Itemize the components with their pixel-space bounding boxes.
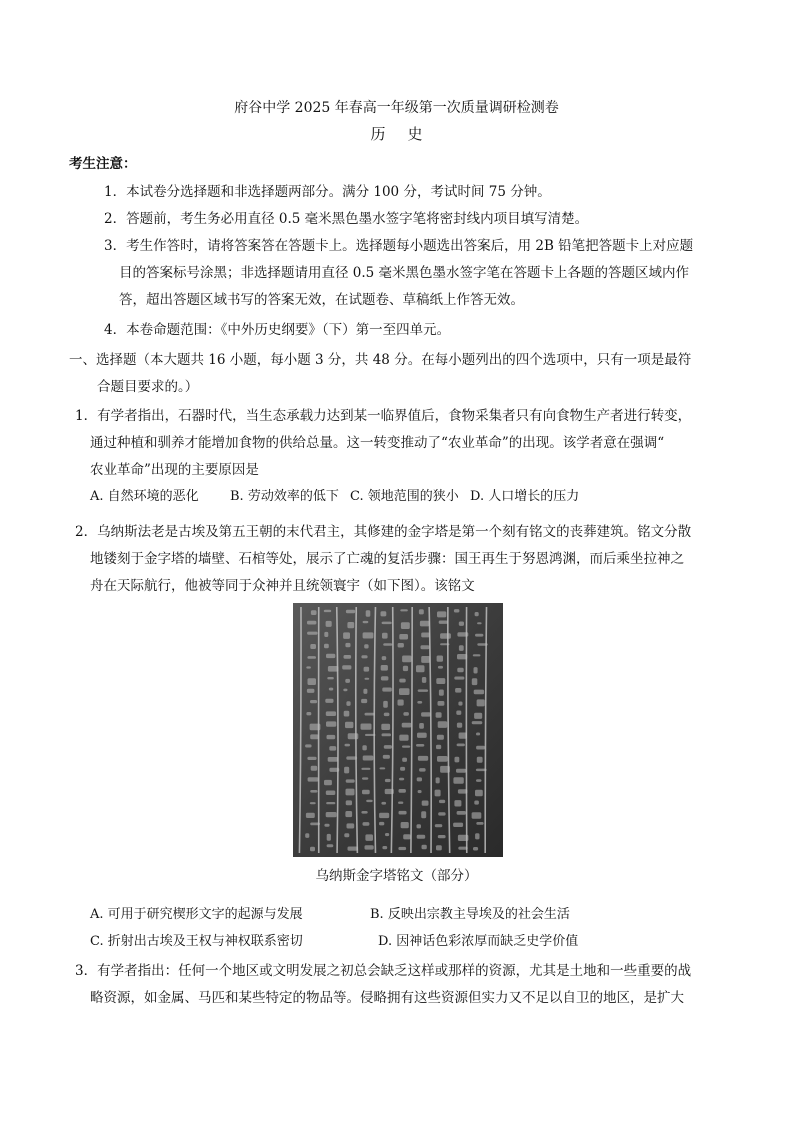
hieroglyph-mark <box>380 767 386 769</box>
hieroglyph-mark <box>418 689 428 692</box>
hieroglyph-mark <box>476 746 485 750</box>
hieroglyph-mark <box>382 622 392 625</box>
hieroglyph-mark <box>382 656 387 660</box>
q1-stem-line-2: 通过种植和驯养才能增加食物的供给总量。这一转变推动了“农业革命”的出现。该学者意在强调“ <box>90 435 665 451</box>
hieroglyph-mark <box>459 733 467 739</box>
hieroglyph-mark <box>329 746 336 751</box>
hieroglyph-mark <box>416 744 424 747</box>
hieroglyph-mark <box>473 847 478 851</box>
hieroglyph-mark <box>401 622 410 629</box>
hieroglyph-mark <box>474 713 482 719</box>
hieroglyph-mark <box>383 701 388 708</box>
hieroglyph-mark <box>476 733 480 736</box>
hieroglyph-mark <box>421 811 426 818</box>
hieroglyph-mark <box>326 791 336 796</box>
hieroglyph-mark <box>422 677 426 683</box>
hieroglyph-mark <box>436 678 445 684</box>
exam-title: 府谷中学 2025 年春高一年级第一次质量调研检测卷 <box>234 100 559 116</box>
hieroglyph-mark <box>344 767 349 774</box>
hieroglyph-mark <box>346 800 352 805</box>
notice-heading: 考生注意： <box>69 156 137 172</box>
hieroglyph-mark <box>346 789 355 796</box>
inscription-photo <box>293 603 503 857</box>
hieroglyph-mark <box>402 723 412 728</box>
hieroglyph-mark <box>473 654 481 656</box>
notice-item-3-cont2: 答，超出答题区域书写的答案无效，在试题卷、草稿纸上作答无效。 <box>119 292 524 308</box>
hieroglyph-mark <box>422 801 429 806</box>
hieroglyph-mark <box>383 643 392 646</box>
hieroglyph-mark <box>457 744 465 747</box>
hieroglyph-mark <box>422 845 427 850</box>
photo-caption: 乌纳斯金字塔铭文（部分） <box>315 868 478 884</box>
hieroglyph-mark <box>384 713 390 717</box>
hieroglyph-mark <box>400 767 405 771</box>
q2-stem-line-3: 舟在天际航行，他被等同于众神并且统领寰宇（如下图）。该铭文 <box>90 578 475 594</box>
hieroglyph-mark <box>472 812 482 819</box>
hieroglyph-mark <box>454 677 464 680</box>
hieroglyph-mark <box>365 834 373 841</box>
hieroglyph-mark <box>403 712 409 716</box>
q2-option-a: A. 可用于研究楔形文字的起源与发展 <box>90 907 303 922</box>
hieroglyph-mark <box>475 790 483 796</box>
hieroglyph-mark <box>381 611 387 616</box>
hieroglyph-mark <box>402 758 407 762</box>
q1-option-d: D. 人口增长的压力 <box>470 489 580 504</box>
hieroglyph-mark <box>475 634 483 637</box>
hieroglyph-mark <box>307 656 316 659</box>
hieroglyph-mark <box>399 789 406 793</box>
hieroglyph-mark <box>311 766 318 771</box>
hieroglyph-mark <box>439 690 444 696</box>
hieroglyph-mark <box>399 811 407 815</box>
hieroglyph-mark <box>398 700 404 706</box>
hieroglyph-mark <box>439 621 448 624</box>
hieroglyph-mark <box>327 834 331 841</box>
hieroglyph-mark <box>381 676 389 680</box>
hieroglyph-mark <box>343 689 347 692</box>
hieroglyph-mark <box>399 679 405 683</box>
hieroglyph-mark <box>310 724 321 731</box>
hieroglyph-mark <box>398 643 404 648</box>
hieroglyph-mark <box>399 778 404 781</box>
hieroglyph-mark <box>363 822 370 826</box>
hieroglyph-mark <box>436 745 441 749</box>
hieroglyph-mark <box>435 824 443 827</box>
hieroglyph-mark <box>383 755 390 759</box>
hieroglyph-mark <box>345 811 352 817</box>
hieroglyph-mark <box>361 655 367 658</box>
hieroglyph-mark <box>459 645 464 651</box>
hieroglyph-mark <box>474 667 478 673</box>
hieroglyph-mark <box>421 712 431 716</box>
hieroglyph-mark <box>361 699 367 703</box>
hieroglyph-mark <box>365 734 375 736</box>
hieroglyph-mark <box>363 756 374 761</box>
hieroglyph-mark <box>324 632 328 637</box>
hieroglyph-mark <box>345 643 350 647</box>
notice-item-3: 3．考生作答时，请将答案答在答题卡上。选择题每小题选出答案后，用 2B 铅笔把答题卡上对应题 <box>104 238 694 254</box>
hieroglyph-mark <box>398 847 406 850</box>
hieroglyph-mark <box>305 744 312 747</box>
hieroglyph-mark <box>400 609 408 611</box>
hieroglyph-mark <box>419 609 424 614</box>
hieroglyph-mark <box>418 790 422 793</box>
hieroglyph-mark <box>365 678 370 680</box>
hieroglyph-mark <box>421 656 430 663</box>
hieroglyph-mark <box>363 621 369 623</box>
hieroglyph-mark <box>477 757 483 763</box>
hieroglyph-mark <box>364 644 368 648</box>
hieroglyph-mark <box>477 643 487 645</box>
hieroglyph-mark <box>363 632 374 638</box>
hieroglyph-mark <box>382 633 388 639</box>
hieroglyph-mark <box>457 668 463 673</box>
hieroglyph-mark <box>474 690 484 695</box>
hieroglyph-mark <box>365 845 374 849</box>
hieroglyph-mark <box>398 802 403 804</box>
hieroglyph-mark <box>472 678 478 685</box>
q1-option-b: B. 劳动效率的低下 <box>230 489 339 504</box>
hieroglyph-mark <box>345 722 353 728</box>
hieroglyph-mark <box>379 822 384 826</box>
hieroglyph-mark <box>457 632 468 636</box>
hieroglyph-mark <box>310 847 315 852</box>
q2-option-b: B. 反映出宗教主导埃及的社会生活 <box>370 907 570 922</box>
hieroglyph-mark <box>475 833 479 839</box>
hieroglyph-mark <box>437 611 446 617</box>
hieroglyph-mark <box>306 813 315 818</box>
hieroglyph-mark <box>306 666 311 668</box>
hieroglyph-mark <box>454 609 460 612</box>
q1-option-a: A. 自然环境的恶化 <box>90 489 199 504</box>
hieroglyph-mark <box>381 665 388 671</box>
hieroglyph-mark <box>327 844 334 847</box>
hieroglyph-mark <box>327 735 336 739</box>
hieroglyph-mark <box>453 777 463 783</box>
hieroglyph-mark <box>366 610 371 616</box>
hieroglyph-mark <box>347 622 354 628</box>
hieroglyph-mark <box>324 824 329 827</box>
hieroglyph-mark <box>344 833 349 837</box>
hieroglyph-mark <box>362 790 370 795</box>
hieroglyph-mark <box>348 847 359 851</box>
hieroglyph-mark <box>310 700 317 703</box>
notice-item-4: 4．本卷命题范围：《中外历史纲要》（下）第一至四单元。 <box>104 322 451 338</box>
hieroglyph-mark <box>457 811 466 815</box>
q1-stem-line-3: 农业革命”出现的主要原因是 <box>90 462 259 478</box>
hieroglyph-mark <box>420 621 430 627</box>
hieroglyph-mark <box>326 654 335 658</box>
hieroglyph-mark <box>435 790 441 797</box>
hieroglyph-mark <box>421 645 430 649</box>
hieroglyph-mark <box>399 634 408 640</box>
hieroglyph-mark <box>457 654 467 659</box>
hieroglyph-mark <box>455 757 460 763</box>
hieroglyph-mark <box>474 801 479 805</box>
q2-option-d: D. 因神话色彩浓厚而缺乏史学价值 <box>378 934 579 949</box>
hieroglyph-mark <box>421 633 430 638</box>
hieroglyph-mark <box>361 768 370 770</box>
hieroglyph-mark <box>456 711 461 715</box>
hieroglyph-mark <box>379 813 389 818</box>
hieroglyph-mark <box>347 823 355 828</box>
hieroglyph-mark <box>384 745 392 749</box>
hieroglyph-mark <box>305 833 309 838</box>
hieroglyph-mark <box>310 823 320 826</box>
hieroglyph-mark <box>363 689 367 694</box>
hieroglyph-mark <box>436 845 442 850</box>
q2-stem-line-2: 地镂刻于金字塔的墙壁、石棺等处，展示了亡魂的复活步骤：国王再生于努恩鸿渊，而后乘坐拉神之 <box>90 551 684 567</box>
hieroglyph-mark <box>417 733 427 738</box>
section-heading-cont: 合题目要求的。） <box>97 379 199 395</box>
hieroglyph-mark <box>438 812 445 815</box>
hieroglyph-mark <box>344 655 352 659</box>
hieroglyph-mark <box>326 802 335 804</box>
hieroglyph-mark <box>324 780 332 785</box>
hieroglyph-mark <box>346 610 355 614</box>
hieroglyph-mark <box>327 677 334 679</box>
hieroglyph-mark <box>476 779 482 782</box>
q1-stem-line-1: 1．有学者指出，石器时代，当生态承载力达到某一临界值后，食物采集者只有向食物生产者进行转变， <box>75 408 692 424</box>
subject-title: 历史 <box>370 125 445 143</box>
hieroglyph-mark <box>385 789 394 794</box>
hieroglyph-mark <box>346 701 350 706</box>
hieroglyph-mark <box>311 610 317 615</box>
hieroglyph-mark <box>307 632 318 635</box>
hieroglyph-mark <box>453 823 463 827</box>
hieroglyph-mark <box>436 777 440 783</box>
hieroglyph-mark <box>440 633 451 638</box>
q2-stem-line-1: 2．乌纳斯法老是古埃及第五王朝的末代君主，其修建的金字塔是第一个刻有铭文的丧葬建筑。铭文分散 <box>75 524 692 540</box>
q3-stem-line-1: 3．有学者指出：任何一个地区或文明发展之初总会缺乏这样或那样的资源，尤其是土地和一些重要的战 <box>75 963 692 979</box>
hieroglyph-mark <box>458 847 467 850</box>
hieroglyph-mark <box>362 745 366 750</box>
hieroglyph-mark <box>403 666 408 671</box>
hieroglyph-mark <box>382 846 387 849</box>
hieroglyph-mark <box>346 756 357 759</box>
notice-item-3-cont: 目的答案标号涂黑；非选择题请用直径 0.5 毫米黑色墨水签字笔在答题卡上各题的答题区域内作 <box>119 265 690 281</box>
hieroglyph-mark <box>382 688 392 692</box>
hieroglyph-mark <box>454 800 461 806</box>
hieroglyph-mark <box>366 800 373 802</box>
hieroglyph-mark <box>310 790 317 793</box>
hieroglyph-mark <box>342 665 351 669</box>
section-heading: 一、选择题（本大题共 16 小题，每小题 3 分，共 48 分。在每小题列出的四个选项中，只有一项是最符 <box>69 352 692 368</box>
hieroglyph-mark <box>324 644 329 648</box>
hieroglyph-mark <box>475 612 479 616</box>
hieroglyph-mark <box>385 779 391 782</box>
hieroglyph-mark <box>402 656 411 663</box>
hieroglyph-mark <box>345 744 351 747</box>
hieroglyph-mark <box>325 699 333 703</box>
hieroglyph-mark <box>326 812 337 817</box>
hieroglyph-mark <box>307 757 316 760</box>
hieroglyph-mark <box>382 733 392 736</box>
hieroglyph-mark <box>364 667 370 672</box>
hieroglyph-mark <box>458 835 469 841</box>
hieroglyph-mark <box>308 678 317 685</box>
hieroglyph-mark <box>476 822 483 825</box>
hieroglyph-mark <box>440 643 449 645</box>
hieroglyph-mark <box>324 610 331 612</box>
hieroglyph-mark <box>417 777 422 781</box>
q1-option-c: C. 领地范围的狭小 <box>350 489 459 504</box>
hieroglyph-mark <box>328 757 338 762</box>
hieroglyph-mark <box>438 701 445 706</box>
hieroglyph-mark <box>399 735 408 741</box>
hieroglyph-mark <box>345 679 350 683</box>
hieroglyph-mark <box>308 777 319 781</box>
hieroglyph-mark <box>328 666 339 672</box>
hieroglyph-mark <box>437 735 444 740</box>
hieroglyph-mark <box>310 734 319 739</box>
hieroglyph-mark <box>326 721 336 726</box>
hieroglyph-mark <box>458 789 468 793</box>
hieroglyph-mark <box>417 701 422 704</box>
hieroglyph-mark <box>458 702 462 706</box>
hieroglyph-mark <box>361 724 372 730</box>
hieroglyph-mark <box>419 723 424 729</box>
hieroglyph-mark <box>329 688 334 691</box>
hieroglyph-mark <box>362 777 368 779</box>
hieroglyph-mark <box>472 721 483 724</box>
hieroglyph-mark <box>385 833 389 836</box>
hieroglyph-mark <box>348 733 359 739</box>
hieroglyph-mark <box>438 666 443 669</box>
hieroglyph-mark <box>477 622 482 624</box>
hieroglyph-mark <box>477 699 485 706</box>
q2-option-c: C. 折射出古埃及王权与神权联系密切 <box>90 934 303 949</box>
hieroglyph-mark <box>437 756 448 762</box>
hieroglyph-mark <box>439 800 445 803</box>
hieroglyph-mark <box>459 622 464 626</box>
hieroglyph-mark <box>326 621 332 627</box>
hieroglyph-mark <box>402 746 410 748</box>
hieroglyph-mark <box>417 824 422 828</box>
notice-item-1: 1．本试卷分选择题和非选择题两部分。满分 100 分，考试时间 75 分钟。 <box>104 184 551 200</box>
hieroglyph-mark <box>381 802 386 805</box>
hieroglyph-mark <box>307 689 315 693</box>
hieroglyph-mark <box>326 711 336 716</box>
hieroglyph-mark <box>401 822 409 828</box>
hieroglyph-mark <box>438 835 446 838</box>
hieroglyph-mark <box>329 768 339 772</box>
q3-stem-line-2: 略资源，如金属、马匹和某些特定的物品等。侵略拥有这些资源但实力又不足以自卫的地区，是扩大 <box>90 990 684 1006</box>
hieroglyph-mark <box>416 665 425 672</box>
hieroglyph-mark <box>455 688 461 693</box>
hieroglyph-mark <box>417 835 426 839</box>
hieroglyph-mark <box>343 632 350 639</box>
hieroglyph-mark <box>418 756 428 761</box>
hieroglyph-mark <box>436 712 442 718</box>
hieroglyph-mark <box>306 712 311 715</box>
hieroglyph-mark <box>457 723 462 728</box>
hieroglyph-mark <box>403 834 411 839</box>
hieroglyph-mark <box>437 656 443 662</box>
hieroglyph-mark <box>346 779 355 782</box>
hieroglyph-mark <box>476 769 487 772</box>
hieroglyph-mark <box>381 724 390 730</box>
hieroglyph-mark <box>440 766 450 773</box>
notice-item-2: 2．答题前，考生务必用直径 0.5 毫米黑色墨水签字笔将密封线内项目填写清楚。 <box>104 211 589 227</box>
hieroglyph-mark <box>344 711 350 717</box>
hieroglyph-mark <box>456 769 466 773</box>
hieroglyph-mark <box>419 768 426 772</box>
hieroglyph-mark <box>307 621 316 625</box>
hieroglyph-mark <box>438 721 448 728</box>
hieroglyph-mark <box>310 802 316 804</box>
hieroglyph-mark <box>361 811 367 814</box>
hieroglyph-mark <box>310 644 316 649</box>
hieroglyph-mark <box>399 688 410 695</box>
hieroglyph-mark <box>365 713 375 716</box>
